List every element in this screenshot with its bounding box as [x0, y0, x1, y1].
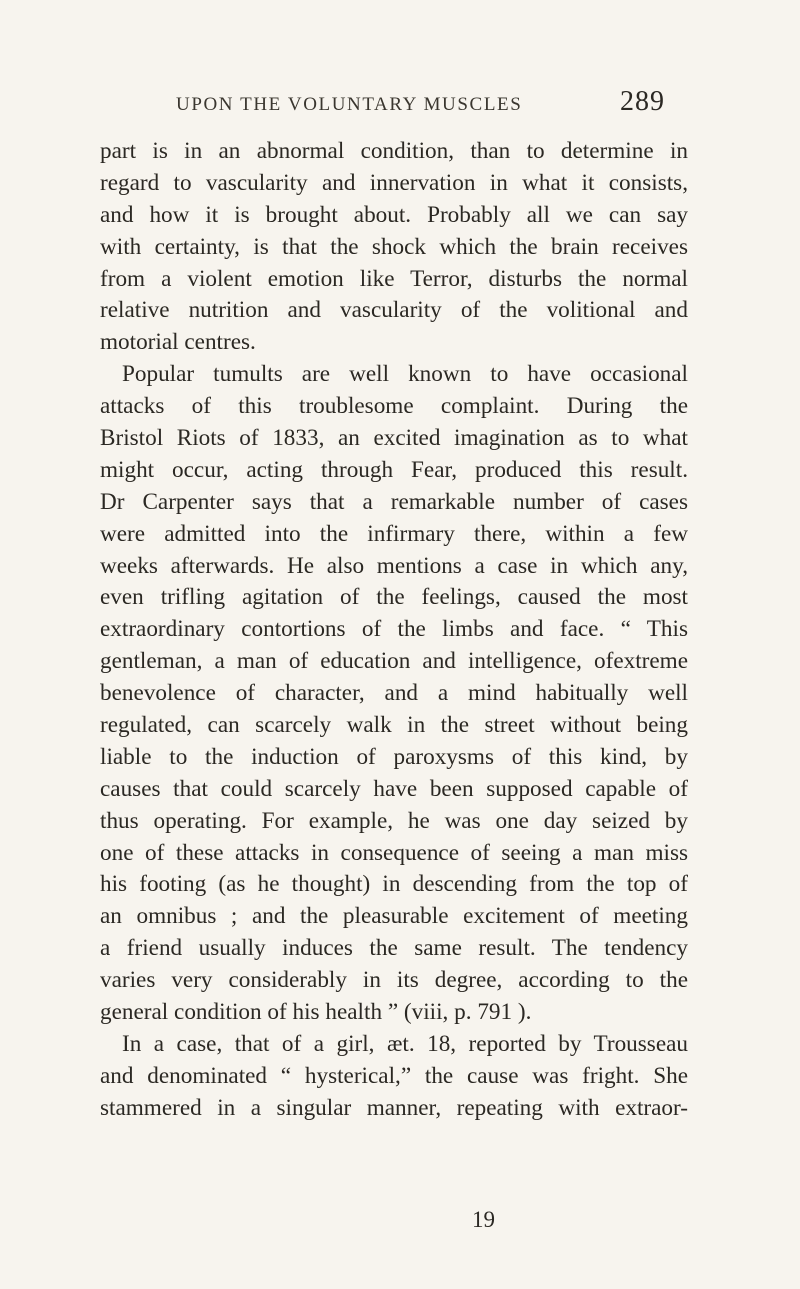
- text-line: Popular tumults are well known to have occasional: [122, 361, 688, 388]
- text-line: an omnibus ; and the pleasurable excitement of meeting: [100, 903, 688, 930]
- text-line: relative nutrition and vascularity of the volitional and: [100, 297, 688, 324]
- text-line: might occur, acting through Fear, produced this result.: [100, 456, 688, 483]
- text-line: liable to the induction of paroxysms of this kind, by: [100, 743, 688, 770]
- page-number: 289: [620, 86, 665, 117]
- running-head: [100, 84, 790, 124]
- text-line: general condition of his health ” (viii, p. 791 ).: [100, 999, 532, 1026]
- running-title: UPON THE VOLUNTARY MUSCLES: [176, 94, 523, 115]
- text-line: stammered in a singular manner, repeating with extraor-: [100, 1094, 688, 1121]
- text-line: one of these attacks in consequence of seeing a man miss: [100, 839, 688, 866]
- text-line: benevolence of character, and a mind habitually well: [100, 680, 688, 707]
- text-line: extraordinary contortions of the limbs and face. “ This: [100, 616, 688, 643]
- text-line: with certainty, is that the shock which the brain receives: [100, 233, 688, 260]
- text-line: varies very considerably in its degree, according to the: [100, 967, 688, 994]
- text-line: and denominated “ hysterical,” the cause was fright. She: [100, 1062, 688, 1089]
- text-line: a friend usually induces the same result. The tendency: [100, 935, 688, 962]
- text-line: regard to vascularity and innervation in what it consists,: [100, 169, 688, 196]
- text-line: and how it is brought about. Probably all we can say: [100, 201, 688, 228]
- text-line: attacks of this troublesome complaint. During the: [100, 393, 688, 420]
- text-line: causes that could scarcely have been supposed capable of: [100, 775, 688, 802]
- text-line: motorial centres.: [100, 329, 256, 356]
- signature-mark: 19: [472, 1207, 495, 1232]
- text-line: his footing (as he thought) in descending from the top of: [100, 871, 688, 898]
- text-line: Bristol Riots of 1833, an excited imagination as to what: [100, 425, 688, 452]
- text-line: weeks afterwards. He also mentions a case in which any,: [100, 552, 688, 579]
- text-line: from a violent emotion like Terror, disturbs the normal: [100, 265, 688, 292]
- text-line: thus operating. For example, he was one day seized by: [100, 807, 688, 834]
- text-line: Dr Carpenter says that a remarkable number of cases: [100, 488, 688, 515]
- text-line: were admitted into the infirmary there, within a few: [100, 520, 688, 547]
- text-line: In a case, that of a girl, æt. 18, reported by Trousseau: [122, 1030, 688, 1057]
- body-text: [100, 136, 688, 1125]
- text-line: gentleman, a man of education and intelligence, ofextreme: [100, 648, 688, 675]
- text-line: even trifling agitation of the feelings, caused the most: [100, 584, 688, 611]
- text-line: regulated, can scarcely walk in the street without being: [100, 712, 688, 739]
- text-line: part is in an abnormal condition, than to determine in: [100, 138, 688, 164]
